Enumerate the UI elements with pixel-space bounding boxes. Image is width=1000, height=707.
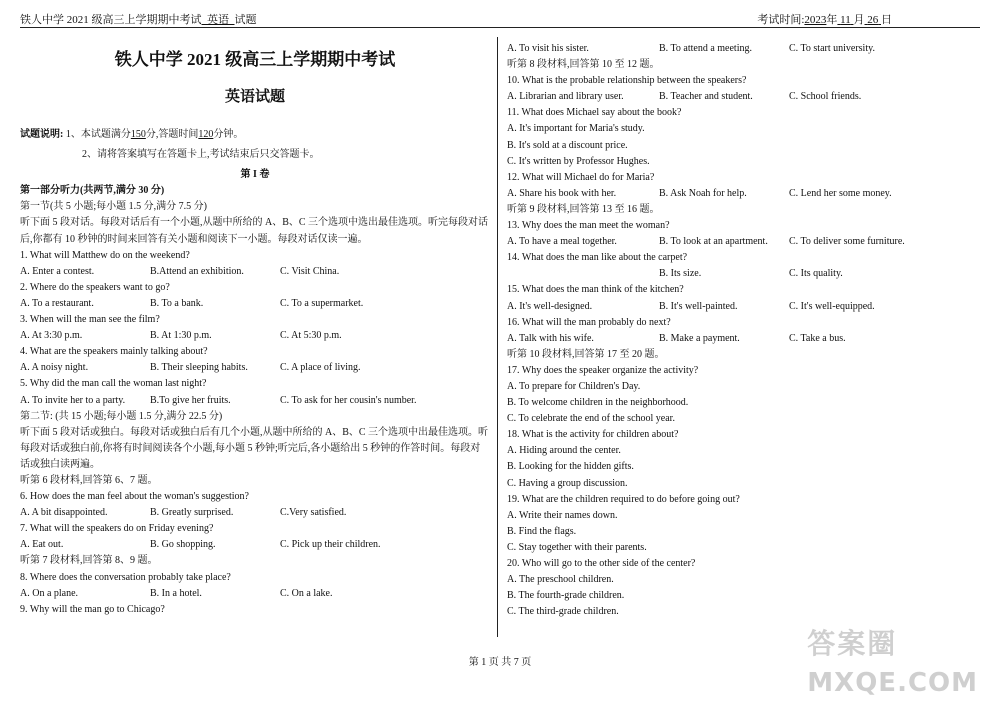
- question-stem: 12. What will Michael do for Maria?: [507, 171, 655, 183]
- section-instructions-1: 听下面 5 段对话。每段对话后有一个小题,从题中所给的 A、B、C 三个选项中选出最佳选项。听完每段对话后,你都有 10 秒钟的时间来回答有关小题和阅读下一小题。每段对话仅读一遍。: [20, 217, 489, 245]
- question-options: A. To have a meal together. B. To look at an apartment. C. To deliver some furniture.: [507, 236, 905, 248]
- option-line: B. Looking for the hidden gifts.: [507, 461, 634, 473]
- question-stem: 8. Where does the conversation probably take place?: [20, 571, 231, 583]
- question-options: A. A bit disappointed. B. Greatly surprised. C.Very satisfied.: [20, 507, 347, 519]
- question-options: A. A noisy night. B. Their sleeping habits. C. A place of living.: [20, 362, 361, 374]
- question-stem: 1. What will Matthew do on the weekend?: [20, 249, 190, 261]
- page-header: [0, 0, 1000, 26]
- question-stem: 14. What does the man like about the carpet?: [507, 252, 688, 264]
- question-stem: 7. What will the speakers do on Friday evening?: [20, 523, 214, 535]
- section-instructions-2: 听下面 5 段对话或独白。每段对话或独白后有几个小题,从题中所给的 A、B、C 三个选项中出最佳选项。听每段对话或独白前,你将有时间阅读各个小题,每小题 5 秒钟;听完后,各小题给出 5 秒钟的作答时间。每段对话或独白读两遍。: [20, 426, 489, 470]
- option-line: C. The third-grade children.: [507, 606, 619, 618]
- question-options: A. To visit his sister. B. To attend a meeting. C. To start university.: [507, 43, 875, 54]
- option-line: B. The fourth-grade children.: [507, 590, 625, 602]
- question-options: A. To a restaurant. B. To a bank. C. To a supermarket.: [20, 297, 364, 309]
- option-line: C. To celebrate the end of the school year.: [507, 413, 675, 425]
- part-heading: 第一部分听力(共两节,满分 30 分): [20, 185, 165, 197]
- question-stem: 13. Why does the man meet the woman?: [507, 220, 670, 232]
- question-stem: 15. What does the man think of the kitchen?: [507, 284, 684, 296]
- question-options: A. Librarian and library user. B. Teacher and student. C. School friends.: [507, 91, 862, 103]
- question-options: A. Share his book with her. B. Ask Noah for help. C. Lend her some money.: [507, 187, 892, 199]
- option-line: A. It's important for Maria's study.: [507, 123, 645, 135]
- question-stem: 19. What are the children required to do before going out?: [507, 493, 740, 505]
- option-line: B. To welcome children in the neighborhood.: [507, 397, 689, 409]
- watermark-logo: 答案圈 MXQE.COM: [807, 627, 978, 698]
- header-exam-name: 铁人中学 2021 级高三上学期期中考试 英语 试题: [20, 14, 257, 26]
- instructions-note-1: 试题说明: 1、本试题满分150分,答题时间120分钟。: [20, 129, 244, 140]
- question-options: A. On a plane. B. In a hotel. C. On a lake.: [20, 587, 333, 599]
- question-stem: 16. What will the man probably do next?: [507, 316, 671, 328]
- option-line: B. It's sold at a discount price.: [507, 139, 628, 151]
- question-stem: 17. Why does the speaker organize the activity?: [507, 364, 699, 376]
- material-heading: 听第 10 段材料,回答第 17 至 20 题。: [507, 348, 665, 360]
- question-options: A. To invite her to a party. B.To give her fruits. C. To ask for her cousin's number.: [20, 394, 417, 406]
- page-subtitle: 英语试题: [224, 89, 285, 105]
- question-stem: 10. What is the probable relationship between the speakers?: [507, 75, 747, 87]
- material-heading: 听第 8 段材料,回答第 10 至 12 题。: [507, 59, 660, 71]
- option-line: B. Find the flags.: [507, 525, 577, 537]
- question-stem: 18. What is the activity for children about?: [507, 429, 679, 441]
- header-exam-date: 考试时间:2023年 11 月 26 日: [757, 14, 892, 26]
- option-line: A. Hiding around the center.: [507, 445, 621, 457]
- question-stem: 5. Why did the man call the woman last night?: [20, 378, 207, 390]
- question-stem: 11. What does Michael say about the book?: [507, 107, 682, 119]
- header-divider: [20, 27, 980, 28]
- question-stem: 4. What are the speakers mainly talking about?: [20, 346, 208, 358]
- column-divider: [497, 37, 498, 637]
- question-options: A. Talk with his wife. B. Make a payment. C. Take a bus.: [507, 332, 846, 344]
- question-stem: 3. When will the man see the film?: [20, 314, 160, 326]
- section-heading-2: 第二节: (共 15 小题;每小题 1.5 分,满分 22.5 分): [20, 410, 223, 422]
- question-options: A. Eat out. B. Go shopping. C. Pick up their children.: [20, 539, 381, 551]
- question-options: B. Its size. C. Its quality.: [659, 268, 843, 280]
- question-stem: 20. Who will go to the other side of the center?: [507, 558, 696, 569]
- question-stem: 6. How does the man feel about the woman's suggestion?: [20, 491, 249, 503]
- material-heading: 听第 9 段材料,回答第 13 至 16 题。: [507, 203, 660, 215]
- right-column: [507, 41, 977, 620]
- option-line: C. It's written by Professor Hughes.: [507, 155, 650, 167]
- question-stem: 2. Where do the speakers want to go?: [20, 281, 170, 293]
- question-options: A. Enter a contest. B.Attend an exhibition. C. Visit China.: [20, 265, 340, 277]
- material-heading: 听第 6 段材料,回答第 6、7 题。: [20, 474, 158, 486]
- option-line: C. Stay together with their parents.: [507, 541, 647, 553]
- page-number: 第 1 页 共 7 页: [468, 657, 532, 668]
- left-column: [20, 40, 490, 618]
- option-line: A. Write their names down.: [507, 509, 618, 521]
- question-options: A. It's well-designed. B. It's well-painted. C. It's well-equipped.: [507, 300, 875, 312]
- option-line: A. To prepare for Children's Day.: [507, 380, 641, 392]
- option-line: A. The preschool children.: [507, 574, 614, 586]
- volume-heading: 第 I 卷: [240, 169, 270, 181]
- question-stem: 9. Why will the man go to Chicago?: [20, 603, 165, 615]
- page-title: 铁人中学 2021 级高三上学期期中考试: [114, 50, 396, 69]
- question-options: A. At 3:30 p.m. B. At 1:30 p.m. C. At 5:30 p.m.: [20, 330, 342, 342]
- instructions-note-2: 2、请将答案填写在答题卡上,考试结束后只交答题卡。: [82, 149, 320, 161]
- option-line: C. Having a group discussion.: [507, 477, 628, 489]
- section-heading-1: 第一节(共 5 小题;每小题 1.5 分,满分 7.5 分): [20, 201, 207, 213]
- material-heading: 听第 7 段材料,回答第 8、9 题。: [20, 555, 158, 567]
